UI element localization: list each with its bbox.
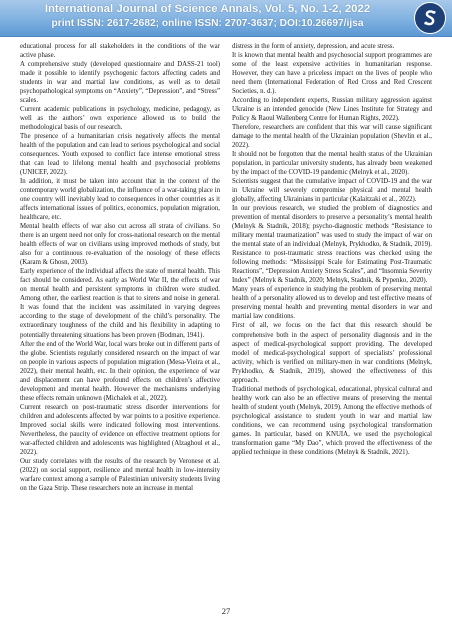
paragraph: It is known that mental health and psychosocial support programmes are some of the least expensive activities in humanitarian response. However, they can have a priceless impact on the lives of people who need them (International Federation of Red Cross and Red Crescent Societies, n. d.). (232, 52, 432, 96)
paragraph: educational process for all stakeholders in the conditions of the war active phase. (20, 43, 220, 60)
page-number: 27 (221, 606, 231, 616)
paragraph: Our study correlates with the results of the research by Veronese et al. (2022) on social support, resilience and mental health in low-intensity warfare context among a sample of Palestinian university students living on the Gaza Strip. These researchers note an increase in mental (20, 457, 220, 492)
paragraph: Early experience of the individual affects the state of mental health. This fact should be considered. As early as World War II, the effects of war on mental health and persistent symptoms in children were studied. Among other, the earliest reaction is that to sirens and noise in general. It was found that the incident was assimilated in varying degrees according to the stage of development of the child’s personality. The extraordinary toughness of the child and his flexibility in adapting to potentially threatening situations has been proven (Bodman, 1941). (20, 268, 220, 339)
paragraph: Scientists suggest that the cumulative impact of COVID-19 and the war in Ukraine will severely compromise physical and mental health globally, affecting Ukrainians in particular (Kalaitzaki et al., 2022). (232, 178, 432, 204)
paragraph: In our previous research, we studied the problem of diagnostics and prevention of mental disorders to preserve a personality’s mental health (Melnyk & Stadnik, 2018); psycho-diagnostic methods “Resistance to military mental traumatization” was used to study the impact of war on the mental state of an individual (Melnyk, Prykhodko, & Stadnik, 2019). Resistance to post-traumatic stress reactions was checked using the following methods: “Mississippi Scale for Estimating Post-Traumatic Reactions”, “Depression Anxiety Stress Scales”, and “Insomnia Severity Index” (Melnyk & Stadnik, 2020; Melnyk, Stadnik, & Pypenko, 2020). (232, 205, 432, 285)
journal-header-banner (0, 0, 452, 37)
paragraph: Mental health effects of war also cut across all strata of civilians. So there is an urgent need not only for cross-national research on the mental health effects of war on civilians using improved methods of study, but also for a continuous re-evaluation of the nosology of these effects (Karam & Ghosn, 2003). (20, 223, 220, 267)
paragraph: First of all, we focus on the fact that this research should be comprehensive both in the aspect of personality diagnosis and in the aspect of medical-psychological support providing. The developed model of medical-psychological support of specialists’ professional activity, which is verified on military-men in war conditions (Melnyk, Prykhodko, & Stadnik, 2019), showed the effectiveness of this approach. (232, 322, 432, 384)
paragraph: Many years of experience in studying the problem of preserving mental health of a personality allowed us to develop and test effective means of preserving mental health and preventing mental disorders in war and martial law conditions. (232, 286, 432, 321)
journal-logo-icon (414, 2, 446, 34)
left-text-column (20, 42, 220, 602)
right-text-column (232, 42, 432, 602)
paragraph: A comprehensive study (developed questionnaire and DASS-21 tool) made it possible to identify psychogenic factors affecting cadets and students in war and martial law conditions, as well as to detail psychopathological symptoms on “Anxiety”, “Depression”, and “Stress” scales. (20, 61, 220, 105)
paragraph: Therefore, researchers are confident that this war will cause significant damage to the mental health of the Ukrainian population (Shevlin et al., 2022). (232, 124, 432, 150)
paragraph: After the end of the World War, local wars broke out in different parts of the globe. Scientists regularly considered research on the impact of war on people in various aspects of population migration (Mesa-Vieira et al., 2022), their mental health, etc. In their opinion, the experience of war and displacement can have profound effects on children’s affective development and mental health. However the mechanisms underlying these effects remain unknown (Michalek et al., 2022). (20, 340, 220, 402)
paragraph: Traditional methods of psychological, educational, physical cultural and healthy work can also be an effective means of preserving the mental health of student youth (Melnyk, 2019). Among the effective methods of psychological assistance to student youth in war and martial law conditions, we can recommend using psychological transformation games. In particular, based on KNUIA, we used the psychological transformation game “My Dao”, which proved the effectiveness of the applied technique in these conditions (Melnyk & Stadnik, 2021). (232, 385, 432, 456)
paragraph: The presence of a humanitarian crisis negatively affects the mental health of the population and can lead to serious psychological and social consequences. Youth exposed to conflict face intense emotional stress that can lead to lifelong mental health and psychosocial problems (UNICEF, 2022). (20, 133, 220, 177)
paragraph: In addition, it must be taken into account that in the context of the contemporary world globalization, the influence of a war-taking place in one country will inevitably lead to consequences in other countries as it affects international issues of politics, economics, population migration, healthcare, etc. (20, 178, 220, 222)
paragraph: Current academic publications in psychology, medicine, pedagogy, as well as the authors’ own experience allowed us to build the methodological basis of our research. (20, 106, 220, 132)
paragraph: According to independent experts, Russian military aggression against Ukraine is an intended genocide (New Lines Institute for Strategy and Policy & Raoul Wallenberg Centre for Human Rights, 2022). (232, 97, 432, 123)
paragraph: distress in the form of anxiety, depression, and acute stress. (232, 43, 395, 50)
paragraph: It should not be forgotten that the mental health status of the Ukrainian population, in particular university students, has already been weakened by the impact of the COVID-19 pandemic (Melnyk et al., 2020). (232, 151, 432, 177)
journal-issn-doi: print ISSN: 2617-2682; online ISSN: 2707-3637; DOI:10.26697/ijsa (51, 18, 364, 29)
journal-title: International Journal of Science Annals, Vol. 5, No. 1-2, 2022 (44, 3, 371, 15)
paragraph: Current research on post-traumatic stress disorder interventions for children and adolescents affected by war points to a positive experience. Improved social skills were indicated following most interventions. Nevertheless, the paucity of evidence on effective treatment options for war-affected children and adolescents was highlighted (Alzaghoul et al., 2022). (20, 403, 220, 456)
